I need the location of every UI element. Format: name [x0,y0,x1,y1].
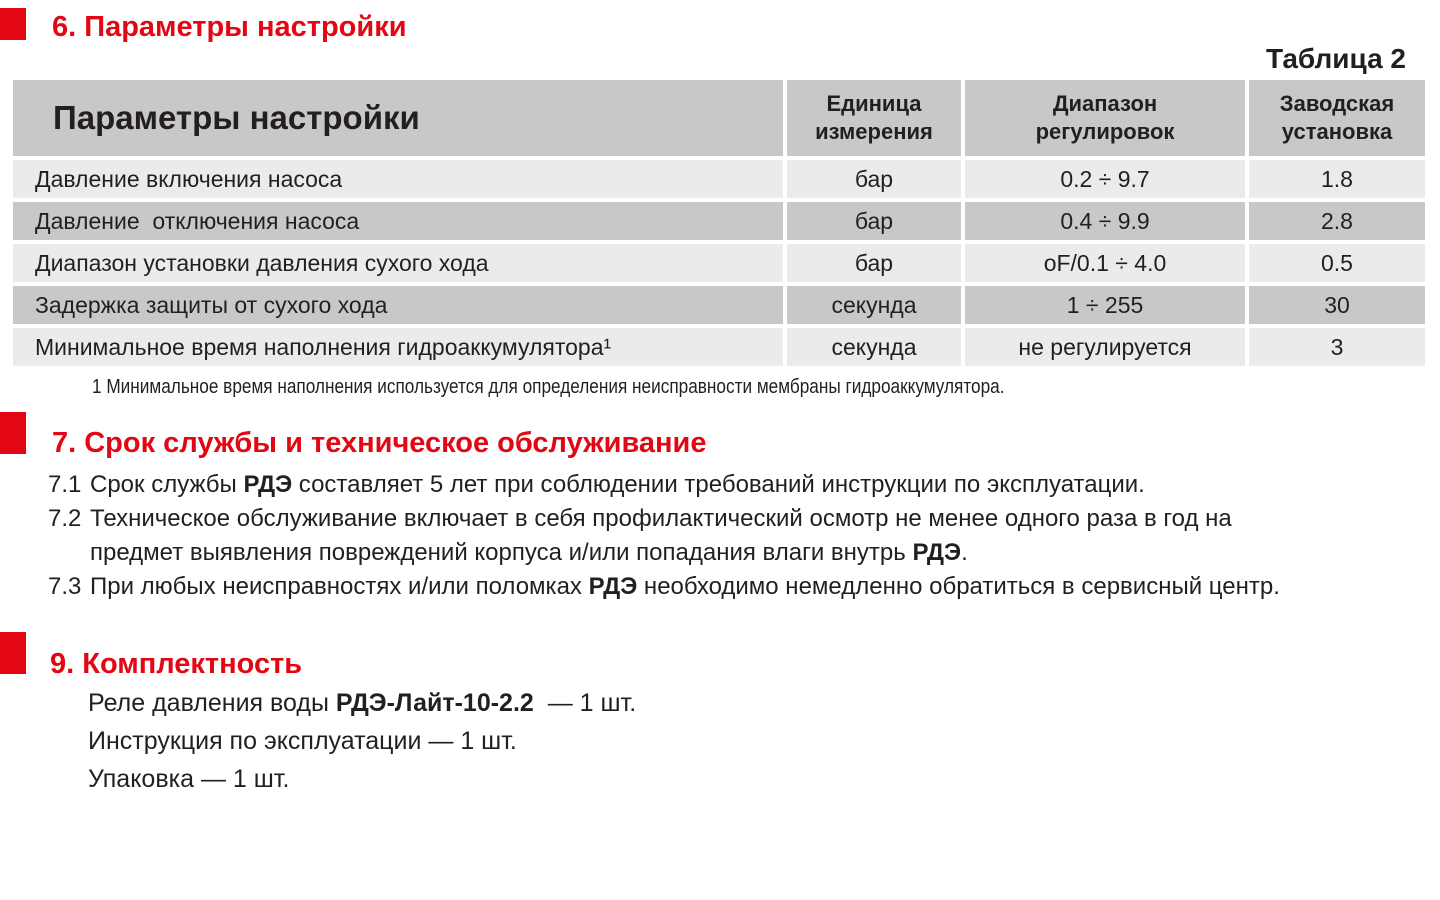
paragraph-text: предмет выявления повреждений корпуса и/или попадания влаги внутрь [90,539,913,566]
product-model: РДЭ-Лайт-10-2.2 [335,689,534,717]
param-default: 3 [1249,328,1425,366]
section7-marker [0,412,26,454]
kit-item-package [88,762,289,796]
paragraph-7-2-continued [90,536,968,570]
paragraph-text: необходимо немедленно обратиться в сервисный центр. [637,573,1280,600]
kit-item-text: Инструкция по эксплуатации — 1 шт. [88,727,517,755]
table-row [13,160,1425,198]
paragraph-7-3 [48,570,1280,604]
header-range [965,80,1245,156]
param-name: Минимальное время наполнения гидроаккумулятора¹ [13,328,783,366]
settings-table [9,76,1429,370]
paragraph-7-2 [48,502,1232,536]
header-default-label: Заводская установка [1279,91,1395,144]
param-range: 1 ÷ 255 [965,286,1245,324]
param-range: не регулируется [965,328,1245,366]
section9-title: 9. Комплектность [50,648,303,680]
paragraph-7-1 [48,468,1145,502]
table-caption: Таблица 2 [1265,43,1406,74]
header-parameters: Параметры настройки [13,80,783,156]
header-unit [787,80,961,156]
param-default: 1.8 [1249,160,1425,198]
param-unit: секунда [787,286,961,324]
product-name: РДЭ [243,471,293,498]
section9-marker [0,632,26,674]
kit-item-text: Реле давления воды [88,689,336,717]
header-default [1249,80,1425,156]
param-range: 0.4 ÷ 9.9 [965,202,1245,240]
table-row [13,286,1425,324]
paragraph-number: 7.2 [48,505,82,532]
header-range-label: Диапазон регулировок [1035,91,1175,144]
param-range: oF/0.1 ÷ 4.0 [965,244,1245,282]
section7-title: 7. Срок службы и техническое обслуживание [52,427,707,459]
paragraph-text: составляет 5 лет при соблюдении требований инструкции по эксплуатации. [292,471,1145,498]
paragraph-number: 7.1 [48,471,82,498]
param-name: Давление включения насоса [13,160,783,198]
kit-item-quantity: — 1 шт. [533,689,637,717]
section6-title: 6. Параметры настройки [52,11,407,43]
paragraph-text: Техническое обслуживание включает в себя профилактический осмотр не менее одного раза в год на [90,505,1232,532]
product-name: РДЭ [912,539,962,566]
param-default: 2.8 [1249,202,1425,240]
kit-item-relay [88,686,636,720]
param-default: 0.5 [1249,244,1425,282]
table-row [13,328,1425,366]
kit-item-text: Упаковка — 1 шт. [88,765,290,793]
param-name: Давление отключения насоса [13,202,783,240]
paragraph-number: 7.3 [48,573,82,600]
param-name: Диапазон установки давления сухого хода [13,244,783,282]
product-name: РДЭ [588,573,638,600]
param-range: 0.2 ÷ 9.7 [965,160,1245,198]
table-header-row [13,80,1425,156]
paragraph-text: . [961,539,968,566]
param-unit: бар [787,244,961,282]
param-unit: секунда [787,328,961,366]
paragraph-text: При любых неисправностях и/или поломках [90,573,589,600]
param-unit: бар [787,160,961,198]
table-row [13,202,1425,240]
table-footnote: 1 Минимальное время наполнения используется для определения неисправности мембраны гидроаккумулятора. [92,376,1005,398]
header-unit-label: Единица измерения [815,91,933,144]
section6-marker [0,8,26,40]
kit-item-manual [88,724,517,758]
param-unit: бар [787,202,961,240]
param-default: 30 [1249,286,1425,324]
param-name: Задержка защиты от сухого хода [13,286,783,324]
paragraph-text: Срок службы [90,471,244,498]
table-row [13,244,1425,282]
